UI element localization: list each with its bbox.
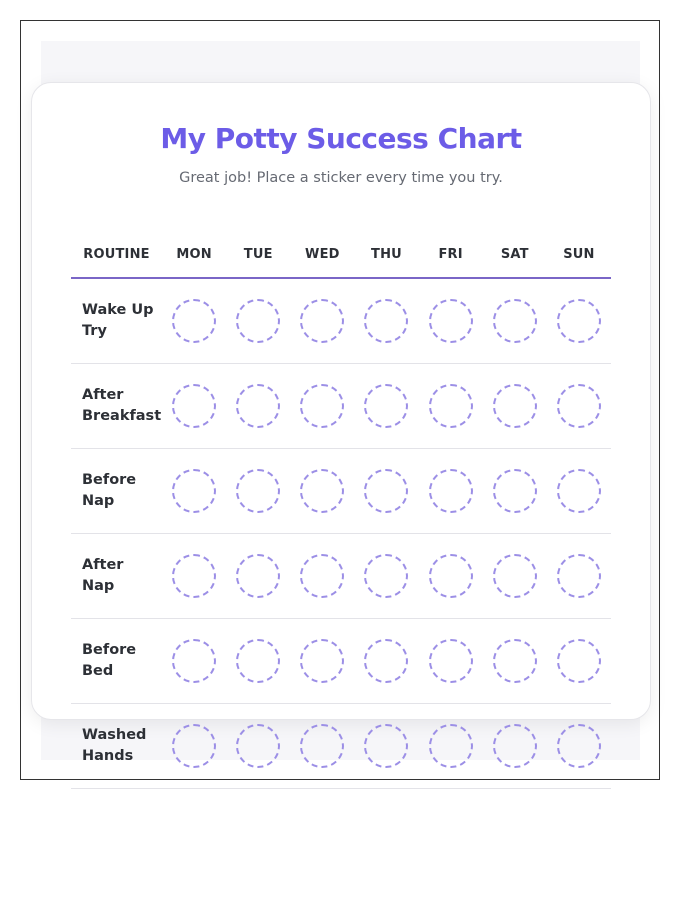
routine-label xyxy=(71,449,162,534)
sticker-slot-icon[interactable] xyxy=(300,469,344,513)
sticker-slot-icon[interactable] xyxy=(557,384,601,428)
column-header-tue: TUE xyxy=(226,232,290,278)
sticker-cell-thu xyxy=(354,364,418,449)
sticker-slot-icon[interactable] xyxy=(429,554,473,598)
table-row xyxy=(71,449,611,534)
sticker-cell-sun xyxy=(547,534,611,619)
sticker-slot-icon[interactable] xyxy=(236,639,280,683)
column-header-sat: SAT xyxy=(483,232,547,278)
sticker-slot-icon[interactable] xyxy=(300,639,344,683)
sticker-cell-sun xyxy=(547,364,611,449)
routine-label-line: Bed xyxy=(82,663,114,679)
sticker-cell-fri xyxy=(419,278,483,364)
routine-label xyxy=(71,619,162,704)
sticker-slot-icon[interactable] xyxy=(364,469,408,513)
sticker-slot-icon[interactable] xyxy=(300,384,344,428)
sticker-slot-icon[interactable] xyxy=(557,724,601,768)
sticker-slot-icon[interactable] xyxy=(364,639,408,683)
sticker-cell-thu xyxy=(354,534,418,619)
sticker-slot-icon[interactable] xyxy=(493,469,537,513)
sticker-cell-sun xyxy=(547,619,611,704)
routine-label-line: Nap xyxy=(82,493,115,509)
table-row xyxy=(71,534,611,619)
sticker-slot-icon[interactable] xyxy=(429,299,473,343)
sticker-cell-tue xyxy=(226,449,290,534)
sticker-slot-icon[interactable] xyxy=(172,554,216,598)
routine-label-line: Hands xyxy=(82,748,134,764)
sticker-cell-mon xyxy=(162,278,226,364)
routine-label-line: After xyxy=(82,557,124,573)
sticker-slot-icon[interactable] xyxy=(493,384,537,428)
table-row xyxy=(71,619,611,704)
sticker-cell-fri xyxy=(419,534,483,619)
sticker-slot-icon[interactable] xyxy=(300,299,344,343)
sticker-slot-icon[interactable] xyxy=(236,299,280,343)
sticker-cell-sat xyxy=(483,704,547,789)
sticker-slot-icon[interactable] xyxy=(493,639,537,683)
sticker-cell-tue xyxy=(226,534,290,619)
sticker-slot-icon[interactable] xyxy=(429,384,473,428)
sticker-slot-icon[interactable] xyxy=(364,554,408,598)
page-title: My Potty Success Chart xyxy=(160,122,522,155)
sticker-slot-icon[interactable] xyxy=(236,384,280,428)
column-header-sun: SUN xyxy=(547,232,611,278)
sticker-slot-icon[interactable] xyxy=(300,554,344,598)
sticker-cell-thu xyxy=(354,278,418,364)
sticker-slot-icon[interactable] xyxy=(172,384,216,428)
sticker-slot-icon[interactable] xyxy=(493,554,537,598)
sticker-cell-thu xyxy=(354,449,418,534)
sticker-slot-icon[interactable] xyxy=(172,299,216,343)
sticker-slot-icon[interactable] xyxy=(493,299,537,343)
sticker-cell-sun xyxy=(547,704,611,789)
routine-label xyxy=(71,364,162,449)
column-header-routine: ROUTINE xyxy=(71,232,162,278)
sticker-slot-icon[interactable] xyxy=(364,384,408,428)
sticker-cell-mon xyxy=(162,449,226,534)
sticker-cell-sat xyxy=(483,619,547,704)
sticker-cell-mon xyxy=(162,704,226,789)
sticker-slot-icon[interactable] xyxy=(172,639,216,683)
sticker-slot-icon[interactable] xyxy=(429,469,473,513)
table-row xyxy=(71,704,611,789)
sticker-cell-sat xyxy=(483,364,547,449)
routine-label-line: Wake Up xyxy=(82,302,154,318)
routine-label xyxy=(71,704,162,789)
column-header-thu: THU xyxy=(354,232,418,278)
table-body xyxy=(71,278,611,789)
sticker-cell-fri xyxy=(419,619,483,704)
sticker-slot-icon[interactable] xyxy=(429,639,473,683)
sticker-slot-icon[interactable] xyxy=(557,639,601,683)
sticker-cell-thu xyxy=(354,704,418,789)
sticker-slot-icon[interactable] xyxy=(236,469,280,513)
sticker-cell-wed xyxy=(290,364,354,449)
sticker-cell-tue xyxy=(226,278,290,364)
routine-label-line: Breakfast xyxy=(82,408,162,424)
sticker-slot-icon[interactable] xyxy=(429,724,473,768)
sticker-cell-fri xyxy=(419,364,483,449)
sticker-cell-fri xyxy=(419,449,483,534)
sticker-slot-icon[interactable] xyxy=(364,299,408,343)
page-subtitle: Great job! Place a sticker every time you try. xyxy=(179,170,503,186)
table-header-row xyxy=(71,232,611,278)
routine-label-line: Try xyxy=(82,323,107,339)
table-row xyxy=(71,364,611,449)
sticker-cell-fri xyxy=(419,704,483,789)
sticker-cell-mon xyxy=(162,619,226,704)
sticker-cell-sat xyxy=(483,449,547,534)
routine-label-line: Before xyxy=(82,472,137,488)
sticker-cell-tue xyxy=(226,619,290,704)
sticker-cell-wed xyxy=(290,704,354,789)
sticker-cell-tue xyxy=(226,364,290,449)
sticker-slot-icon[interactable] xyxy=(364,724,408,768)
table-row xyxy=(71,278,611,364)
sticker-cell-sun xyxy=(547,449,611,534)
routine-label-line: Washed xyxy=(82,727,147,743)
routine-label xyxy=(71,278,162,364)
sticker-slot-icon[interactable] xyxy=(300,724,344,768)
sticker-cell-sat xyxy=(483,278,547,364)
sticker-cell-tue xyxy=(226,704,290,789)
sticker-slot-icon[interactable] xyxy=(172,724,216,768)
sticker-slot-icon[interactable] xyxy=(557,554,601,598)
column-header-mon: MON xyxy=(162,232,226,278)
sticker-slot-icon[interactable] xyxy=(557,299,601,343)
sticker-cell-sun xyxy=(547,278,611,364)
routine-label-line: Nap xyxy=(82,578,115,594)
sticker-cell-sat xyxy=(483,534,547,619)
sticker-slot-icon[interactable] xyxy=(493,724,537,768)
sticker-cell-mon xyxy=(162,364,226,449)
column-header-wed: WED xyxy=(290,232,354,278)
column-header-fri: FRI xyxy=(419,232,483,278)
sticker-cell-wed xyxy=(290,534,354,619)
sticker-slot-icon[interactable] xyxy=(557,469,601,513)
sticker-cell-wed xyxy=(290,449,354,534)
sticker-slot-icon[interactable] xyxy=(172,469,216,513)
potty-chart-table xyxy=(71,232,611,789)
sticker-slot-icon[interactable] xyxy=(236,724,280,768)
sticker-cell-wed xyxy=(290,278,354,364)
sticker-cell-wed xyxy=(290,619,354,704)
routine-label xyxy=(71,534,162,619)
sticker-cell-mon xyxy=(162,534,226,619)
sticker-cell-thu xyxy=(354,619,418,704)
sticker-slot-icon[interactable] xyxy=(236,554,280,598)
routine-label-line: Before xyxy=(82,642,137,658)
routine-label-line: After xyxy=(82,387,124,403)
